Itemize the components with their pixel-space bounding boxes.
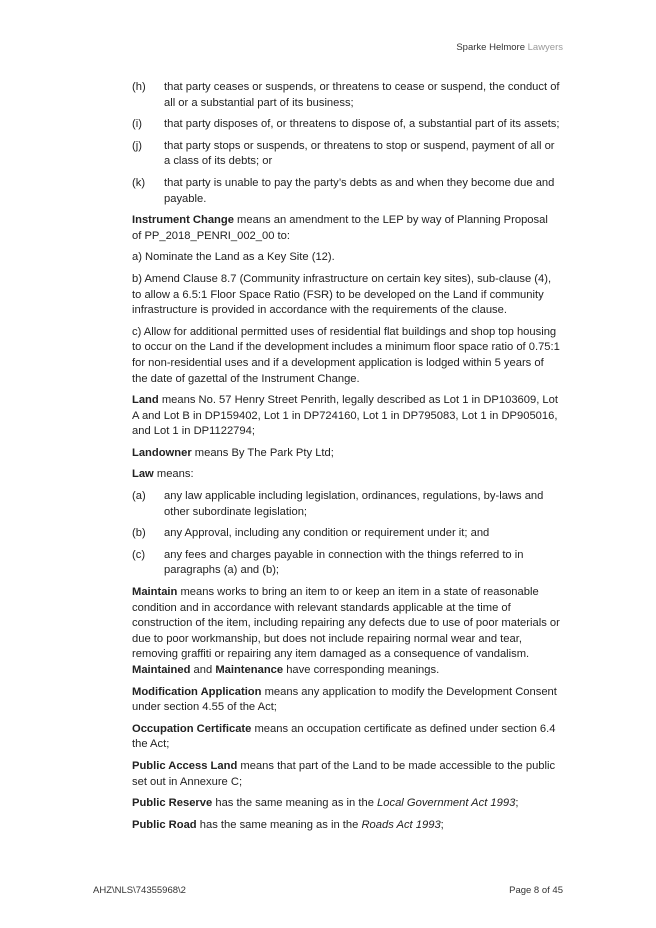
list-item-label: (i): [132, 118, 142, 131]
definition-occupation-certificate: [132, 722, 560, 753]
defined-term: Maintain: [132, 586, 178, 599]
definition-text: means that part of the Land to be made accessible to the public set out in Annexure C;: [132, 759, 556, 788]
list-item: [132, 526, 560, 542]
definition-text: have corresponding meanings.: [283, 664, 440, 676]
law-list: [132, 489, 560, 579]
definition-text: means By The Park Pty Ltd;: [191, 446, 334, 459]
instrument-change-item-c: c) Allow for additional permitted uses of residential flat buildings and shop top housing to occur on the Land if the development includes a minimum floor space ratio of 0.75:1 for non-residential uses and if a development application is lodged within 5 years of the date of gazettal of the Instrument Change.: [132, 325, 560, 385]
list-item: [132, 139, 560, 170]
list-item: [132, 489, 560, 520]
defined-term: Maintenance: [215, 664, 284, 676]
defined-term: Law: [132, 468, 154, 481]
act-title: Local Government Act 1993: [377, 797, 516, 810]
list-item-text: that party is unable to pay the party’s debts as and when they become due and payable.: [164, 176, 555, 205]
act-title: Roads Act 1993: [361, 818, 441, 831]
list-item-text: any Approval, including any condition or requirement under it; and: [164, 527, 490, 540]
definition-text: ;: [440, 818, 444, 831]
list-item: [132, 117, 560, 133]
instrument-change-item-a: a) Nominate the Land as a Key Site (12).: [132, 251, 335, 264]
page-number: Page 8 of 45: [509, 885, 563, 896]
definition-public-road: [132, 818, 560, 834]
list-item-label: (k): [132, 176, 146, 189]
defined-term: Modification Application: [132, 685, 262, 698]
list-item: [132, 176, 560, 207]
firm-name: Sparke Helmore: [456, 42, 525, 53]
definition-text: means an occupation certificate as defined under section 6.4 the Act;: [132, 722, 556, 751]
list-item-text: that party stops or suspends, or threatens to stop or suspend, payment of all or a class of its debts; or: [164, 139, 555, 168]
list-item-label: (c): [132, 548, 146, 561]
defined-term: Occupation Certificate: [132, 722, 252, 735]
definition-law: [132, 467, 560, 483]
defined-term: Land: [132, 394, 159, 407]
definition-maintain: [132, 585, 560, 679]
defined-term: Public Road: [132, 818, 197, 831]
list-item-text: any law applicable including legislation, ordinances, regulations, by-laws and other subordinate legislation;: [164, 490, 544, 518]
definition-land: [132, 393, 560, 440]
list-item: [132, 548, 560, 579]
page-header: [456, 42, 563, 53]
definition-text: means works to bring an item to or keep an item in a state of reasonable condition and in accordance with relevant standards applicable at the time of construction of the item, including repairing any defects due to use of poor materials or due to poor workmanship, but does not include repairing normal wear and tear, removing graffiti or repairing any item damaged as a consequence of vandalism.: [132, 586, 560, 661]
list-item-text: that party ceases or suspends, or threatens to cease or suspend, the conduct of all or a substantial part of its business;: [164, 81, 560, 109]
document-reference: AHZ\NLS\74355968\2: [93, 885, 186, 896]
list-item-label: (a): [132, 490, 146, 503]
definition-text: ;: [515, 797, 519, 810]
insolvency-list: [132, 80, 560, 207]
defined-term: Instrument Change: [132, 214, 234, 227]
list-item-label: (h): [132, 81, 146, 93]
definition-text: means any application to modify the Development Consent under section 4.55 of the Act;: [132, 685, 557, 714]
firm-name-suffix: Lawyers: [527, 42, 563, 53]
definition-landowner: [132, 446, 560, 462]
defined-term: Public Access Land: [132, 759, 238, 772]
definition-public-reserve: [132, 796, 560, 812]
list-item-label: (b): [132, 527, 146, 540]
definition-public-access-land: [132, 759, 560, 790]
definition-text: means:: [153, 468, 194, 481]
list-item-label: (j): [132, 139, 142, 152]
definition-instrument-change: [132, 213, 560, 244]
document-body: [132, 80, 560, 839]
instrument-change-item-b: b) Amend Clause 8.7 (Community infrastructure on certain key sites), sub-clause (4), to allow a 6.5:1 Floor Space Ratio (FSR) to be developed on the Land if community infrastructure is provided in accordance with the requirements of the clause.: [132, 272, 552, 317]
definition-text: and: [190, 664, 216, 676]
definition-text: has the same meaning as in the: [212, 797, 378, 810]
defined-term: Maintained: [132, 664, 191, 676]
defined-term: Public Reserve: [132, 797, 213, 810]
defined-term: Landowner: [132, 446, 192, 459]
list-item-text: that party disposes of, or threatens to dispose of, a substantial part of its assets;: [164, 118, 560, 131]
definition-text: has the same meaning as in the: [196, 818, 362, 831]
list-item: [132, 80, 560, 111]
definition-text: means No. 57 Henry Street Penrith, legally described as Lot 1 in DP103609, Lot A and Lot B in DP159402, Lot 1 in DP724160, Lot 1 in DP795083, Lot 1 in DP905016, and Lot 1 in DP1122794;: [132, 394, 558, 438]
definition-modification-application: [132, 685, 560, 716]
definition-text: means an amendment to the LEP by way of Planning Proposal of PP_2018_PENRI_002_00 to:: [132, 214, 548, 242]
list-item-text: any fees and charges payable in connection with the things referred to in paragraphs (a) and (b);: [164, 548, 524, 577]
